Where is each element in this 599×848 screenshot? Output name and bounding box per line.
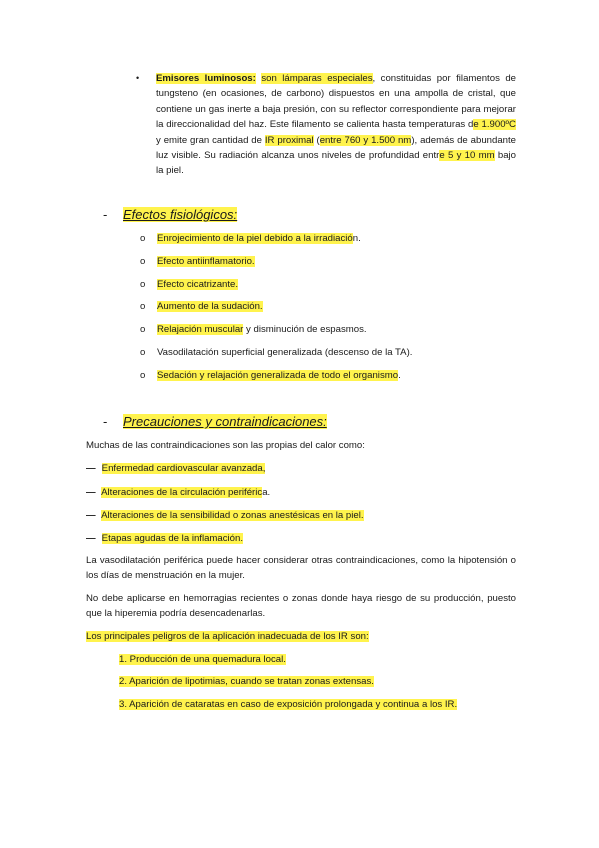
emisores-seg4: y emite gran cantidad de [156,134,265,146]
circle-bullet-icon: o [140,324,146,335]
item-highlight: Relajación muscular [157,324,244,335]
item-highlight: Enrojecimiento de la piel debido a la irradiació [157,233,353,244]
precauciones-heading [103,414,327,430]
emisores-depth: e 5 y 10 mm [439,150,495,162]
numbered-item [119,698,457,711]
item-highlight: Enfermedad cardiovascular avanzada, [101,463,266,474]
vasodilatacion-paragraph: La vasodilatación periférica puede hacer considerar otras contraindicaciones, como la hipotensión o los días de menstruación en la mujer. [86,555,516,582]
item-highlight: Alteraciones de la circulación periféric [101,487,263,498]
list-item [140,300,263,313]
item-highlight: Aumento de la sudación. [157,301,263,312]
heading-dash: - [103,414,108,429]
emisores-seg8: ), además de abundante luz visible. Su radiación alcanza unos niveles de profundidad entr [156,134,517,162]
hemorragias-paragraph: No debe aplicarse en hemorragias recientes o zonas donde haya riesgo de su producción, puesto que la hiperemia podría desencadenarlas. [86,593,516,620]
list-item [140,232,361,245]
efectos-heading [103,207,237,223]
emisores-seg10: bajo la piel. [156,150,516,177]
list-item [86,532,243,545]
bullet-icon: • [136,73,140,83]
emisores-term: Emisores luminosos: [156,73,256,84]
numbered-item [119,675,374,688]
numbered-item-text: 2. Aparición de lipotimias, cuando se tratan zonas extensas. [119,676,374,687]
emisores-temp: e 1.900ºC [473,119,516,131]
precauciones-intro: Muchas de las contraindicaciones son las propias del calor como: [86,440,365,451]
circle-bullet-icon: o [140,256,146,267]
numbered-item-text: 1. Producción de una quemadura local. [119,654,286,665]
emisores-luminosos-item [136,71,516,179]
circle-bullet-icon: o [140,370,146,381]
circle-bullet-icon: o [140,279,146,290]
emisores-ir: IR proximal [264,134,314,146]
circle-bullet-icon: o [140,347,146,358]
list-item [140,323,367,336]
emisores-paragraph [156,71,516,179]
numbered-item [119,653,286,666]
list-item [86,462,265,475]
efectos-title: Efectos fisiológicos: [123,207,238,222]
item-text: . [398,370,401,381]
item-highlight: Alteraciones de la sensibilidad o zonas anestésicas en la piel. [101,510,364,521]
peligros-title-text: Los principales peligros de la aplicación inadecuada de los IR son: [86,631,369,642]
dash-bullet-icon: — [86,463,96,474]
dash-bullet-icon: — [86,510,96,521]
emisores-seg2: , constituidas por filamentos de tungsteno (en ocasiones, de carbono) dispuestos en una ampolla de cristal, que contiene un gas inerte a baja presión, con su reflector correspondiente para mejorar la direccionalidad del haz. Este filamento se calienta hasta temperaturas d [156,73,517,131]
list-item [140,369,401,382]
list-item [140,255,255,268]
dash-bullet-icon: — [86,487,96,498]
numbered-item-text: 3. Aparición de cataratas en caso de exposición prolongada y continua a los IR. [119,699,458,710]
emisores-seg6: ( [313,134,320,146]
emisores-range: entre 760 y 1.500 nm [319,134,412,146]
item-highlight: Sedación y relajación generalizada de todo el organismo [157,370,399,381]
item-text: Vasodilatación superficial generalizada (descenso de la TA). [157,347,413,358]
circle-bullet-icon: o [140,233,146,244]
list-item [86,486,270,499]
precauciones-title: Precauciones y contraindicaciones: [123,414,327,429]
item-text: y disminución de espasmos. [243,324,367,335]
item-highlight: Etapas agudas de la inflamación. [101,533,244,544]
circle-bullet-icon: o [140,301,146,312]
emisores-seg1: son lámparas especiales [261,73,373,84]
item-text: a. [262,487,271,498]
heading-dash: - [103,207,108,222]
item-highlight: Efecto antiinflamatorio. [157,256,255,267]
list-item [86,509,364,522]
peligros-title [86,630,369,643]
item-highlight: Efecto cicatrizante. [157,279,239,290]
dash-bullet-icon: — [86,533,96,544]
list-item [140,278,238,291]
list-item [140,346,412,359]
item-text: n. [352,233,361,244]
